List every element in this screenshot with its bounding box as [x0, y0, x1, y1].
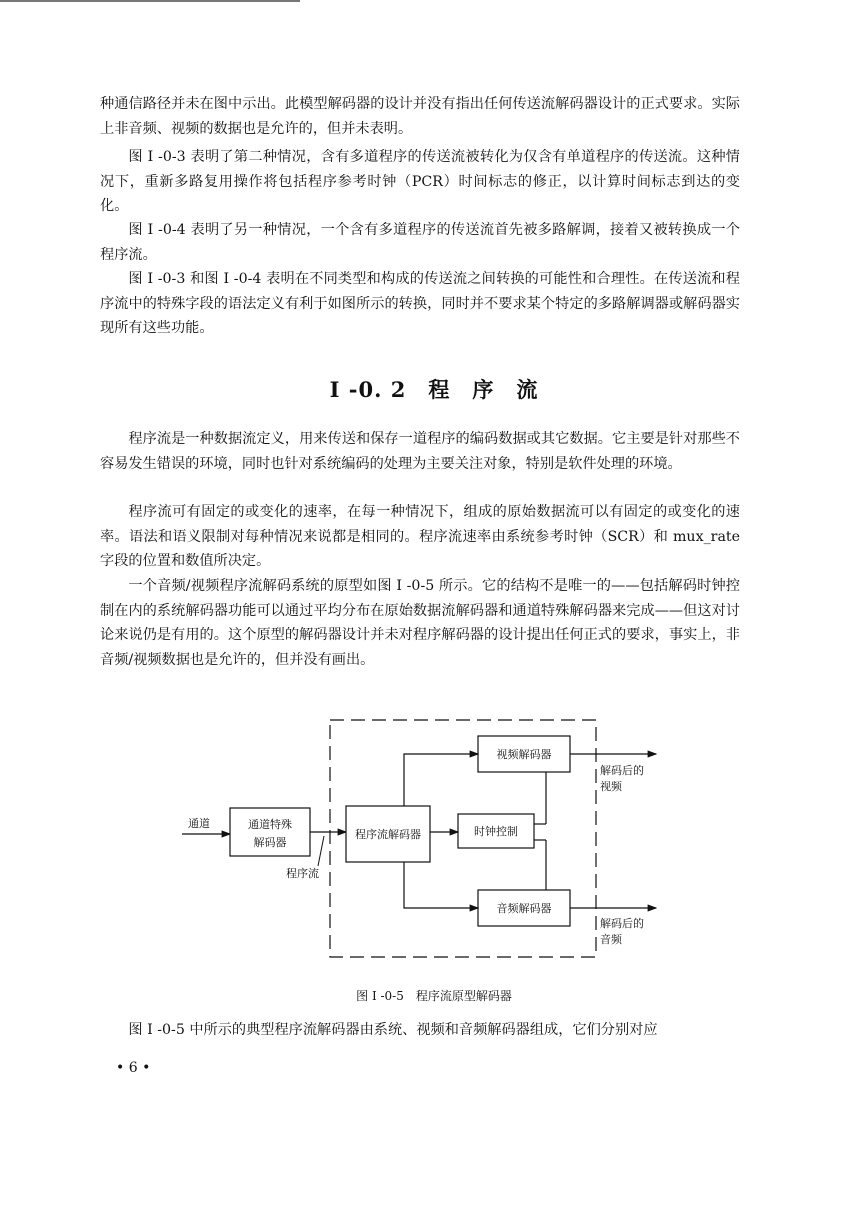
program-stream-decoder-diagram — [178, 716, 668, 978]
paragraph-3: 图 I -0-4 表明了另一种情况，一个含有多道程序的传送流首先被多路解调，接着又被转换成一个程序流。 — [100, 222, 740, 263]
paragraph-5: 程序流是一种数据流定义，用来传送和保存一道程序的编码数据或其它数据。它主要是针对那些不容易发生错误的环境，同时也针对系统编码的处理为主要关注对象，特别是软件处理的环境。 — [100, 431, 740, 472]
page-number: • 6 • — [116, 1060, 151, 1076]
decoded-video-label-line1: 解码后的 — [600, 764, 644, 777]
program-stream-label: 程序流 — [286, 867, 319, 880]
video-decoder-label: 视频解码器 — [496, 748, 552, 761]
paragraph-1: 种通信路径并未在图中示出。此模型解码器的设计并没有指出任何传送流解码器设计的正式要求。实际上非音频、视频的数据也是允许的，但并未表明。 — [100, 96, 740, 137]
paragraph-2: 图 I -0-3 表明了第二种情况，含有多道程序的传送流被转化为仅含有单道程序的传送流。这种情况下，重新多路复用操作将包括程序参考时钟（PCR）时间标志的修正，以计算时间标志到达的变化。 — [100, 149, 740, 214]
decoded-video-label-line2: 视频 — [600, 780, 622, 793]
paragraph-6: 程序流可有固定的或变化的速率，在每一种情况下，组成的原始数据流可以有固定的或变化的速率。语法和语义限制对每种情况来说都是相同的。程序流速率由系统参考时钟（SCR）和 mux_rate 字段的位置和数值所决定。 — [100, 504, 740, 569]
paragraph-4: 图 I -0-3 和图 I -0-4 表明在不同类型和构成的传送流之间转换的可能性和合理性。在传送流和程序流中的特殊字段的语法定义有利于如图所示的转换，同时并不要求某个特定的多路解调器或解码器实现所有这些功能。 — [100, 271, 740, 336]
program-stream-decoder-label: 程序流解码器 — [355, 828, 421, 841]
video-feed-line — [404, 754, 478, 806]
clock-control-label: 时钟控制 — [474, 825, 518, 838]
audio-feed-line — [404, 862, 478, 908]
channel-decoder-label-line1: 通道特殊 — [248, 818, 292, 831]
decoded-audio-label-line1: 解码后的 — [600, 917, 644, 930]
decoded-audio-label-line2: 音频 — [600, 933, 622, 946]
program-stream-leader — [318, 836, 324, 866]
figure-caption: 图 I -0-5 程序流原型解码器 — [356, 989, 512, 1003]
section-heading: I -0. 2 程 序 流 — [329, 377, 539, 402]
paragraph-7: 一个音频/视频程序流解码系统的原型如图 I -0-5 所示。它的结构不是唯一的——包括解码时钟控制在内的系统解码器功能可以通过平均分布在原始数据流解码器和通道特殊解码器来完成——但这对讨论来说仍是有用的。这个原型的解码器设计并未对程序解码器的设计提出任何正式的要求，事实上，非音频/视频数据也是允许的，但并没有画出。 — [100, 578, 740, 668]
channel-label: 通道 — [188, 817, 210, 830]
channel-decoder-label-line2: 解码器 — [253, 836, 287, 849]
top-scan-line — [0, 0, 300, 2]
audio-decoder-label: 音频解码器 — [496, 902, 552, 915]
paragraph-8: 图 I -0-5 中所示的典型程序流解码器由系统、视频和音频解码器组成，它们分别对应 — [128, 1022, 658, 1038]
